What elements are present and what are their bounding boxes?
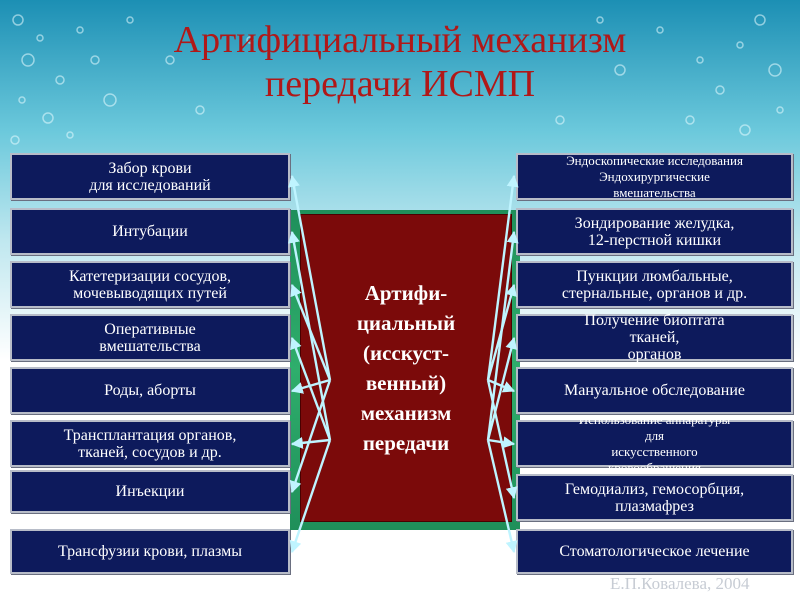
- left-item-catheterization: [10, 261, 290, 308]
- slide-title: [0, 18, 800, 106]
- right-item-label: Гемодиализ, гемосорбция, плазмафрез: [564, 480, 745, 515]
- right-item-manual-examination: [516, 367, 793, 414]
- left-item-label: Катетеризации сосудов, мочевыводящих путей: [68, 267, 232, 302]
- left-item-label: Трансфузии крови, плазмы: [57, 543, 243, 560]
- right-item-dental-treatment: [516, 529, 793, 574]
- left-item-label: Забор крови для исследований: [89, 159, 211, 194]
- right-item-label: Мануальное обследование: [564, 382, 745, 399]
- right-item-label: Эндоскопические исследования Эндохирургические вмешательства: [566, 152, 743, 200]
- right-item-endoscopy: [516, 153, 793, 200]
- left-item-injections: [10, 470, 290, 513]
- right-item-biopsy: [516, 314, 793, 361]
- slide-title-line-1: Артифициальный механизм: [173, 19, 627, 61]
- left-item-label: Трансплантация органов, тканей, сосудов и др.: [63, 426, 237, 461]
- left-item-label: Роды, аборты: [104, 382, 196, 399]
- right-item-hemodialysis: [516, 474, 793, 521]
- left-item-births-abortions: [10, 367, 290, 414]
- slide-title-line-2: передачи ИСМП: [264, 63, 536, 105]
- right-item-label: Пункции люмбальные, стернальные, органов и др.: [561, 267, 748, 302]
- left-item-blood-sampling: [10, 153, 290, 200]
- right-item-label: Получение биоптата тканей, органов: [584, 312, 725, 363]
- left-item-label: Интубации: [112, 223, 188, 240]
- right-item-punctures: [516, 261, 793, 308]
- right-item-gastric-probing: [516, 208, 793, 255]
- left-item-blood-transfusion: [10, 529, 290, 574]
- right-item-circulation-apparatus: [516, 411, 793, 475]
- right-item-label: Использование аппаратуры для искусственного кровообращения: [578, 411, 731, 475]
- left-item-label: Оперативные вмешательства: [99, 320, 201, 355]
- center-mechanism-label: Артифи- циальный (исскуст- венный) механизм передачи: [356, 281, 456, 455]
- left-item-surgical-interventions: [10, 314, 290, 361]
- author-credit: Е.П.Ковалева, 2004: [610, 574, 750, 593]
- center-mechanism-box: [300, 214, 512, 522]
- left-item-intubation: [10, 208, 290, 255]
- left-item-transplantation: [10, 420, 290, 467]
- right-item-label: Зондирование желудка, 12-перстной кишки: [574, 214, 735, 249]
- left-item-label: Инъекции: [115, 483, 185, 500]
- right-item-label: Стоматологическое лечение: [559, 543, 750, 560]
